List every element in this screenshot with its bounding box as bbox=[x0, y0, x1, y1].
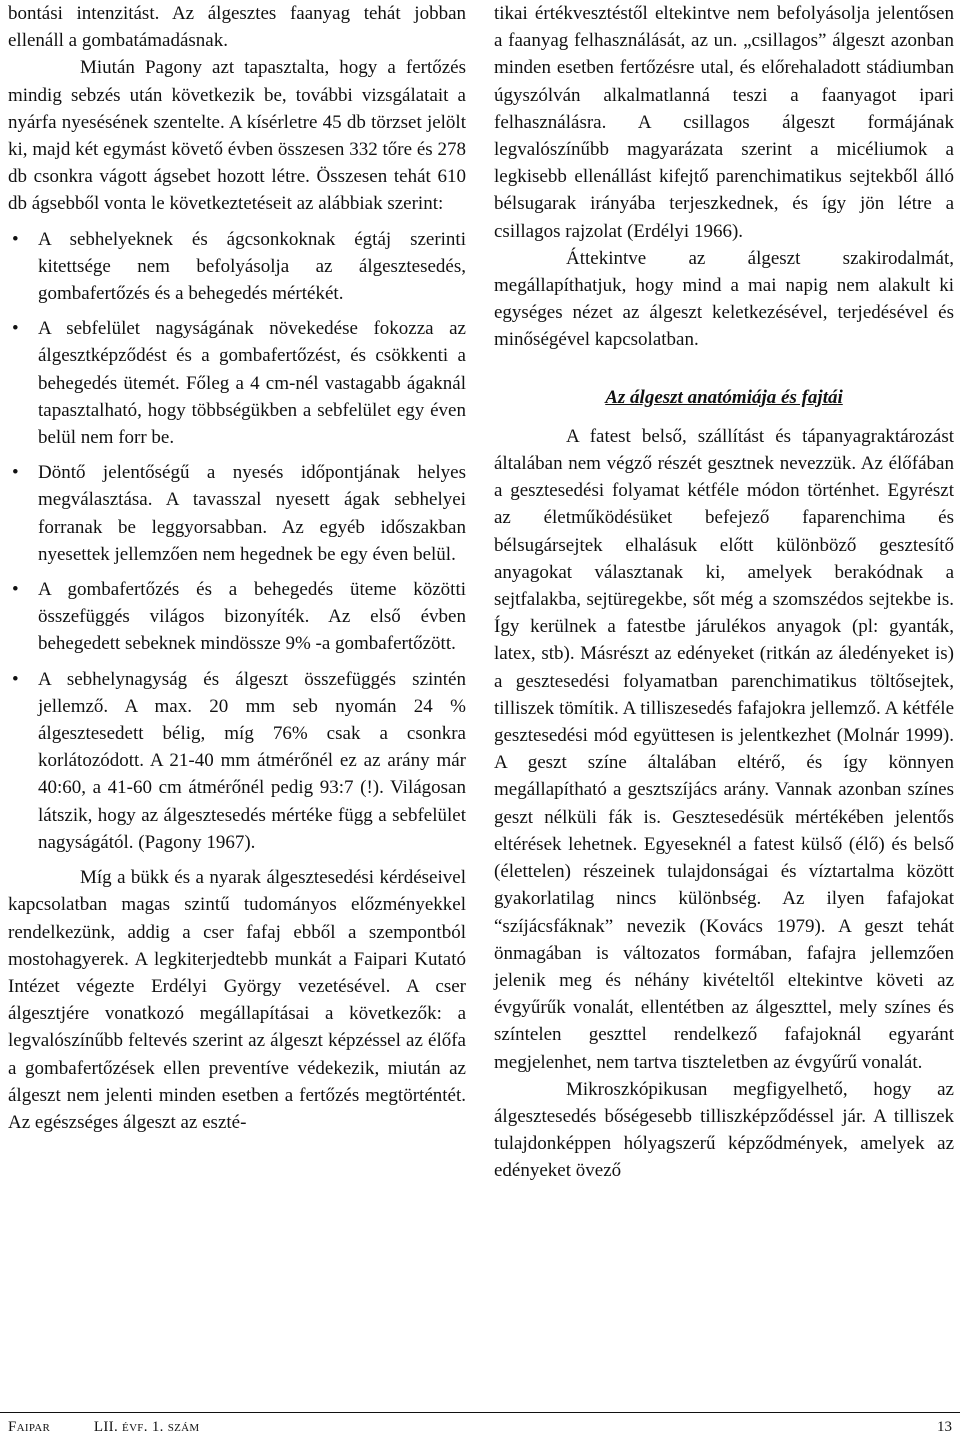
list-item: • A sebfelület nagyságának növekedése fokozza az álgesztképződést és a gombafertőzést, és csökkenti a behegedés ütemét. Főleg a 4 cm-nél vastagabb ágaknál tapasztalható, hogy többségükben a sebfelület egy éven belül nem forr be. bbox=[8, 315, 466, 451]
page-number: 13 bbox=[937, 1419, 952, 1435]
list-item: • Döntő jelentőségű a nyesés időpontjának helyes megválasztása. A tavasszal nyesett ágak sebhelyei forranak be leggyorsabban. Az egyéb időszakban nyesettek jellemzően nem hegednek be egy éven belül. bbox=[8, 459, 466, 568]
list-item: • A sebhelynagyság és álgeszt összefüggés szintén jellemző. A max. 20 mm seb nyomán 24 % álgesztesedett bélig, míg 76% csak a csonkra korlátozódott. A 21-40 mm átmérőnél ez az arány már 40:60, a 41-60 cm átmérőnél pedig 93:7 (!). Világosan látszik, hogy az álgesztesedés mértéke függ a sebfelület nagyságától. (Pagony 1967). bbox=[8, 666, 466, 856]
journal-name: Faipar bbox=[8, 1419, 51, 1435]
issue-label: LII. évf. 1. szám bbox=[93, 1419, 200, 1435]
paragraph: A fatest belső, szállítást és tápanyagraktározást általában nem végző részét gesztnek nevezzük. Az élőfában a gesztesedési folyamat kétféle módon történhet. Egyrészt az életműködésüket befejező faparenchima és bélsugársejtek elhalásuk előtt különböző gesztesítő anyagokat választanak ki, amelyek berakódnak a sejtfalakba, sejtüregekbe, sőt még a szomszédos sejtekbe is. Így kerülnek a fatestbe járulékos anyagok (pl: gyanták, latex, stb). Másrészt az edényeket (ritkán az áledényeket is) a gesztesedési folyamatban parenchimatikus töltősejtek, tilliszek tömítik. A tilliszesedés fafajokra jellemző. A kétféle gesztesedési mód együttesen is jelentkezhet (Molnár 1999). A geszt színe általában eltérő, és így könnyen megállapítható a gesztszíjács arány. Vannak azonban színes geszt nélküli fák is. Gesztesedésük mértékében jelentős eltérések lehetnek. Egyeseknél a fatest külső (élő) és belső (élettelen) részeinek tulajdonságai és víztartalma között gyakorlatilag nincs különbség. Az ilyen fafajokat “szíjácsfáknak” nevezik (Kovács 1979). A geszt tehát önmagában is változatos formában, fafajra jellemzően jelenik meg és néhány kivételtől eltekintve követi az évgyűrűk vonalát, ellentétben az álgeszttel, mely színes és színtelen geszttel rendelkező fafajoknál egyaránt megjelenhet, nem tartva tiszteletben az évgyűrű vonalát. bbox=[494, 425, 954, 1073]
paragraph: tikai értékvesztéstől eltekintve nem befolyásolja jelentősen a faanyag felhasználását, az un. „csillagos” álgeszt azonban minden esetben fertőzésre utal, és előrehaladott stádiumban úgyszólván alkalmatlanná teszi a faanyagot ipari felhasználásra. A csillagos álgeszt formájának legvalószínűbb magyarázata szerint a micéliumok a legkisebb ellenállást kifejtő parenchimatikus sejtekből álló bélsugarak irányába terjeszkednek, és így jön létre a csillagos rajzolat (Erdélyi 1966). bbox=[494, 3, 954, 242]
list-item: • A gombafertőzés és a behegedés üteme közötti összefüggés világos bizonyíték. Az első évben behegedett sebeknek mindössze 9% -a gombafertőzött. bbox=[8, 576, 466, 658]
page-footer bbox=[8, 1418, 952, 1436]
paragraph: Míg a bükk és a nyarak álgesztesedési kérdéseivel kapcsolatban magas szintű tudományos előzményekkel rendelkezünk, addig a cser fafaj ebből a szempontból mostohagyerek. A legkiterjedtebb munkát a Faipari Kutató Intézet végezte Erdélyi György vezetésével. A cser álgesztjére vonatkozó megállapításai a következők: a legvalószínűbb feltevés szerint az álgeszt képzéssel az élőfa a gombafertőzések ellen preventíve védekezik, miután az álgeszt nem jelenti minden esetben a fertőzés megtörténtét. Az egészséges álgeszt az eszté- bbox=[8, 867, 466, 1133]
paragraph: bontási intenzitást. Az álgesztes faanyag tehát jobban ellenáll a gombatámadásnak. bbox=[8, 3, 466, 52]
section-heading: Az álgeszt anatómiája és fajtái bbox=[605, 386, 843, 408]
paragraph: Miután Pagony azt tapasztalta, hogy a fertőzés mindig sebzés után következik be, további vizsgálatait a nyárfa nyesésének szentelte. A kísérletre 45 db törzset jelölt ki, majd két egymást követő évben összesen 332 tőre és 278 db csonkra vágott ágsebet hozott létre. Összesen tehát 610 db ágsebből vonta le következtetéseit az alábbiak szerint: bbox=[8, 57, 466, 215]
paragraph: Mikroszkópikusan megfigyelhető, hogy az álgesztesedés bőségesebb tilliszképződéssel jár. A tilliszek tulajdonképpen hólyagszerű képződmények, amelyek az edényeket övező bbox=[494, 1078, 954, 1182]
list-item: • A sebhelyeknek és ágcsonkoknak égtáj szerinti kitettsége nem befolyásolja az álgesztesedés, gombafertőzés és a behegedés mértékét. bbox=[8, 226, 466, 308]
findings-list bbox=[8, 226, 466, 856]
paragraph: Áttekintve az álgeszt szakirodalmát, megállapíthatjuk, hogy mind a mai napig nem alakult ki egységes nézet az álgeszt keletkezésével, terjedésével és minőségével kapcsolatban. bbox=[494, 247, 954, 351]
right-column bbox=[494, 0, 954, 1185]
footer-divider bbox=[0, 1412, 960, 1413]
left-column bbox=[8, 0, 466, 1136]
